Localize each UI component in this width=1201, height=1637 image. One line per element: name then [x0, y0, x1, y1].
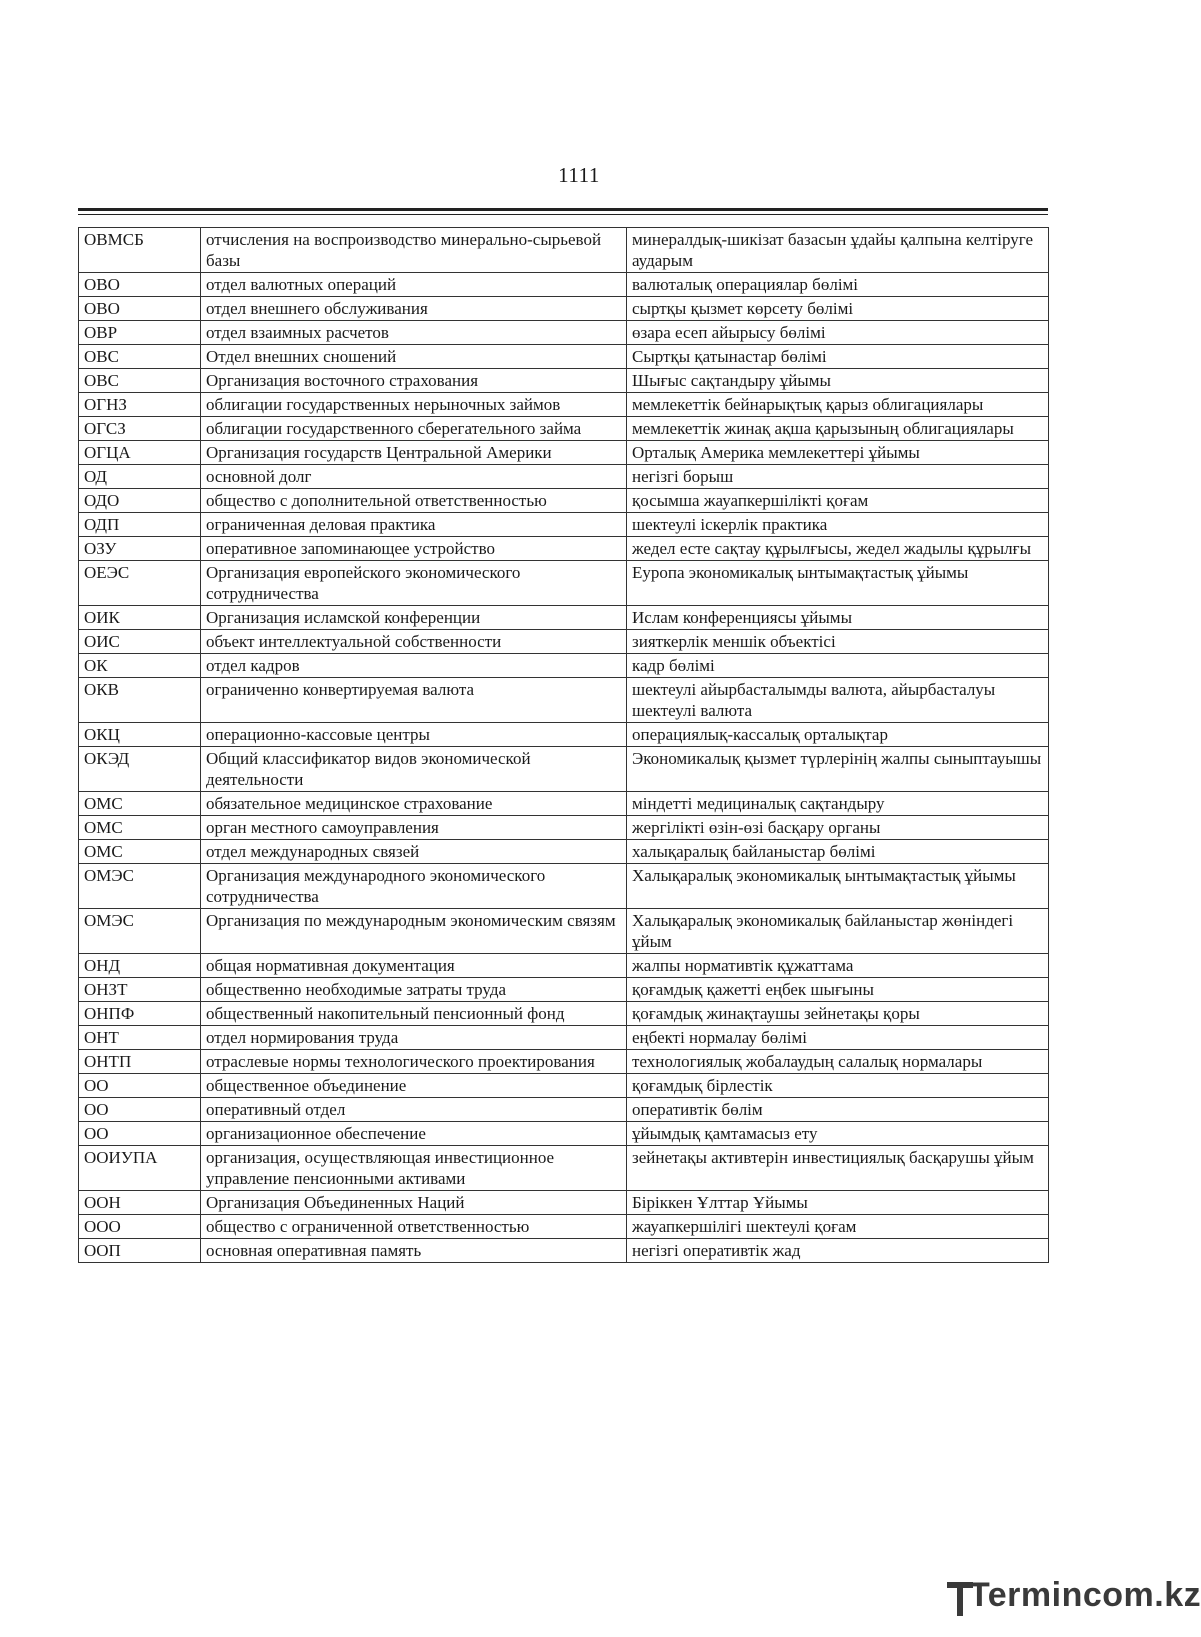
- glossary-body: [79, 228, 1049, 1263]
- kazakh-term-cell: шектеулі іскерлік практика: [627, 513, 1049, 537]
- table-row: [79, 465, 1049, 489]
- termincom-watermark: [945, 1576, 1201, 1622]
- table-row: [79, 1074, 1049, 1098]
- table-row: [79, 954, 1049, 978]
- kazakh-term-cell: минералдық-шикізат базасын ұдайы қалпына келтіруге аударым: [627, 228, 1049, 273]
- table-row: [79, 321, 1049, 345]
- kazakh-term-cell: негізгі оперативтік жад: [627, 1239, 1049, 1263]
- russian-term-cell: Организация европейского экономического сотрудничества: [201, 561, 627, 606]
- kazakh-term-cell: мемлекеттік бейнарықтық қарыз облигациялары: [627, 393, 1049, 417]
- russian-term-cell: объект интеллектуальной собственности: [201, 630, 627, 654]
- abbreviation-cell: ОИК: [79, 606, 201, 630]
- table-row: [79, 441, 1049, 465]
- abbreviation-cell: ОВО: [79, 297, 201, 321]
- kazakh-term-cell: Орталық Америка мемлекеттері ұйымы: [627, 441, 1049, 465]
- kazakh-term-cell: ұйымдық қамтамасыз ету: [627, 1122, 1049, 1146]
- table-row: [79, 513, 1049, 537]
- kazakh-term-cell: қоғамдық қажетті еңбек шығыны: [627, 978, 1049, 1002]
- abbreviation-cell: ОНТ: [79, 1026, 201, 1050]
- russian-term-cell: основная оперативная память: [201, 1239, 627, 1263]
- abbreviation-cell: ОНТП: [79, 1050, 201, 1074]
- abbreviation-cell: ОВС: [79, 345, 201, 369]
- table-row: [79, 723, 1049, 747]
- table-row: [79, 792, 1049, 816]
- kazakh-term-cell: зияткерлік меншік объектісі: [627, 630, 1049, 654]
- abbreviation-cell: ОМС: [79, 792, 201, 816]
- kazakh-term-cell: Біріккен Ұлттар Ұйымы: [627, 1191, 1049, 1215]
- kazakh-term-cell: Еуропа экономикалық ынтымақтастық ұйымы: [627, 561, 1049, 606]
- abbreviation-cell: ОЕЭС: [79, 561, 201, 606]
- russian-term-cell: Общий классификатор видов экономической деятельности: [201, 747, 627, 792]
- table-row: [79, 606, 1049, 630]
- header-rule-thick: [78, 208, 1048, 211]
- header-rule-thin: [78, 214, 1048, 215]
- table-row: [79, 1122, 1049, 1146]
- abbreviation-cell: ОК: [79, 654, 201, 678]
- table-row: [79, 864, 1049, 909]
- table-row: [79, 747, 1049, 792]
- abbreviation-cell: ОВМСБ: [79, 228, 201, 273]
- abbreviation-cell: ОДП: [79, 513, 201, 537]
- russian-term-cell: оперативное запоминающее устройство: [201, 537, 627, 561]
- table-row: [79, 345, 1049, 369]
- russian-term-cell: орган местного самоуправления: [201, 816, 627, 840]
- russian-term-cell: общество с ограниченной ответственностью: [201, 1215, 627, 1239]
- russian-term-cell: общая нормативная документация: [201, 954, 627, 978]
- kazakh-term-cell: технологиялық жобалаудың салалық нормалары: [627, 1050, 1049, 1074]
- abbreviation-cell: ОГЦА: [79, 441, 201, 465]
- russian-term-cell: Организация Объединенных Наций: [201, 1191, 627, 1215]
- abbreviation-cell: ОИС: [79, 630, 201, 654]
- russian-term-cell: ограниченная деловая практика: [201, 513, 627, 537]
- abbreviation-cell: ОД: [79, 465, 201, 489]
- abbreviation-cell: ОО: [79, 1122, 201, 1146]
- kazakh-term-cell: жедел есте сақтау құрылғысы, жедел жадылы құрылғы: [627, 537, 1049, 561]
- russian-term-cell: оперативный отдел: [201, 1098, 627, 1122]
- kazakh-term-cell: операциялық-кассалық орталықтар: [627, 723, 1049, 747]
- kazakh-term-cell: қоғамдық жинақтаушы зейнетақы қоры: [627, 1002, 1049, 1026]
- russian-term-cell: облигации государственного сберегательного займа: [201, 417, 627, 441]
- russian-term-cell: Организация государств Центральной Америки: [201, 441, 627, 465]
- abbreviation-cell: ОНПФ: [79, 1002, 201, 1026]
- table-row: [79, 1146, 1049, 1191]
- abbreviation-cell: ОГСЗ: [79, 417, 201, 441]
- kazakh-term-cell: халықаралық байланыстар бөлімі: [627, 840, 1049, 864]
- table-row: [79, 1191, 1049, 1215]
- abbreviation-cell: ОМЭС: [79, 864, 201, 909]
- kazakh-term-cell: өзара есеп айырысу бөлімі: [627, 321, 1049, 345]
- table-row: [79, 678, 1049, 723]
- kazakh-term-cell: міндетті медициналық сақтандыру: [627, 792, 1049, 816]
- table-row: [79, 489, 1049, 513]
- kazakh-term-cell: жауапкершілігі шектеулі қоғам: [627, 1215, 1049, 1239]
- russian-term-cell: отдел кадров: [201, 654, 627, 678]
- kazakh-term-cell: қоғамдық бірлестік: [627, 1074, 1049, 1098]
- watermark-text: Termincom.kz: [969, 1576, 1201, 1614]
- kazakh-term-cell: жергілікті өзін-өзі басқару органы: [627, 816, 1049, 840]
- table-row: [79, 417, 1049, 441]
- russian-term-cell: облигации государственных нерыночных займов: [201, 393, 627, 417]
- russian-term-cell: отдел нормирования труда: [201, 1026, 627, 1050]
- kazakh-term-cell: зейнетақы активтерін инвестициялық басқарушы ұйым: [627, 1146, 1049, 1191]
- kazakh-term-cell: еңбекті нормалау бөлімі: [627, 1026, 1049, 1050]
- abbreviation-cell: ОГНЗ: [79, 393, 201, 417]
- russian-term-cell: отдел внешнего обслуживания: [201, 297, 627, 321]
- russian-term-cell: общественно необходимые затраты труда: [201, 978, 627, 1002]
- table-row: [79, 630, 1049, 654]
- russian-term-cell: ограниченно конвертируемая валюта: [201, 678, 627, 723]
- kazakh-term-cell: қосымша жауапкершілікті қоғам: [627, 489, 1049, 513]
- abbreviation-cell: ОМЭС: [79, 909, 201, 954]
- table-row: [79, 273, 1049, 297]
- russian-term-cell: обязательное медицинское страхование: [201, 792, 627, 816]
- abbreviation-cell: ОНЗТ: [79, 978, 201, 1002]
- abbreviation-cell: ОДО: [79, 489, 201, 513]
- kazakh-term-cell: Халықаралық экономикалық байланыстар жөніндегі ұйым: [627, 909, 1049, 954]
- kazakh-term-cell: кадр бөлімі: [627, 654, 1049, 678]
- table-row: [79, 978, 1049, 1002]
- table-row: [79, 1098, 1049, 1122]
- abbreviation-cell: ОЗУ: [79, 537, 201, 561]
- kazakh-term-cell: Шығыс сақтандыру ұйымы: [627, 369, 1049, 393]
- kazakh-term-cell: шектеулі айырбасталымды валюта, айырбасталуы шектеулі валюта: [627, 678, 1049, 723]
- russian-term-cell: общество с дополнительной ответственностью: [201, 489, 627, 513]
- abbreviation-cell: ОКЦ: [79, 723, 201, 747]
- table-row: [79, 840, 1049, 864]
- russian-term-cell: Организация восточного страхования: [201, 369, 627, 393]
- russian-term-cell: операционно-кассовые центры: [201, 723, 627, 747]
- table-row: [79, 816, 1049, 840]
- table-row: [79, 1239, 1049, 1263]
- abbreviation-cell: ООИУПА: [79, 1146, 201, 1191]
- table-row: [79, 1002, 1049, 1026]
- russian-term-cell: Организация исламской конференции: [201, 606, 627, 630]
- russian-term-cell: Организация по международным экономическим связям: [201, 909, 627, 954]
- abbreviation-cell: ОО: [79, 1098, 201, 1122]
- abbreviation-cell: ОНД: [79, 954, 201, 978]
- table-row: [79, 1215, 1049, 1239]
- abbreviation-cell: ООП: [79, 1239, 201, 1263]
- table-row: [79, 909, 1049, 954]
- glossary-table: [78, 227, 1049, 1263]
- kazakh-term-cell: валюталық операциялар бөлімі: [627, 273, 1049, 297]
- table-row: [79, 297, 1049, 321]
- kazakh-term-cell: негізгі борыш: [627, 465, 1049, 489]
- kazakh-term-cell: Сыртқы қатынастар бөлімі: [627, 345, 1049, 369]
- russian-term-cell: Отдел внешних сношений: [201, 345, 627, 369]
- russian-term-cell: организационное обеспечение: [201, 1122, 627, 1146]
- page-number: 1111: [558, 163, 600, 187]
- table-row: [79, 1026, 1049, 1050]
- russian-term-cell: Организация международного экономического сотрудничества: [201, 864, 627, 909]
- russian-term-cell: отдел взаимных расчетов: [201, 321, 627, 345]
- russian-term-cell: отраслевые нормы технологического проектирования: [201, 1050, 627, 1074]
- kazakh-term-cell: Халықаралық экономикалық ынтымақтастық ұйымы: [627, 864, 1049, 909]
- kazakh-term-cell: мемлекеттік жинақ ақша қарызының облигациялары: [627, 417, 1049, 441]
- russian-term-cell: основной долг: [201, 465, 627, 489]
- table-row: [79, 369, 1049, 393]
- abbreviation-cell: ОО: [79, 1074, 201, 1098]
- table-row: [79, 228, 1049, 273]
- table-row: [79, 654, 1049, 678]
- kazakh-term-cell: сыртқы қызмет көрсету бөлімі: [627, 297, 1049, 321]
- russian-term-cell: организация, осуществляющая инвестиционное управление пенсионными активами: [201, 1146, 627, 1191]
- abbreviation-cell: ОВС: [79, 369, 201, 393]
- table-row: [79, 561, 1049, 606]
- abbreviation-cell: ОВР: [79, 321, 201, 345]
- abbreviation-cell: ОВО: [79, 273, 201, 297]
- russian-term-cell: отдел валютных операций: [201, 273, 627, 297]
- russian-term-cell: общественное объединение: [201, 1074, 627, 1098]
- kazakh-term-cell: Ислам конференциясы ұйымы: [627, 606, 1049, 630]
- abbreviation-cell: ОКЭД: [79, 747, 201, 792]
- russian-term-cell: общественный накопительный пенсионный фонд: [201, 1002, 627, 1026]
- russian-term-cell: отчисления на воспроизводство минерально-сырьевой базы: [201, 228, 627, 273]
- russian-term-cell: отдел международных связей: [201, 840, 627, 864]
- kazakh-term-cell: оперативтік бөлім: [627, 1098, 1049, 1122]
- abbreviation-cell: ОМС: [79, 840, 201, 864]
- abbreviation-cell: ОМС: [79, 816, 201, 840]
- abbreviation-cell: ООО: [79, 1215, 201, 1239]
- abbreviation-cell: ООН: [79, 1191, 201, 1215]
- kazakh-term-cell: Экономикалық қызмет түрлерінің жалпы сыныптауышы: [627, 747, 1049, 792]
- abbreviation-cell: ОКВ: [79, 678, 201, 723]
- kazakh-term-cell: жалпы нормативтік құжаттама: [627, 954, 1049, 978]
- table-row: [79, 537, 1049, 561]
- table-row: [79, 1050, 1049, 1074]
- table-row: [79, 393, 1049, 417]
